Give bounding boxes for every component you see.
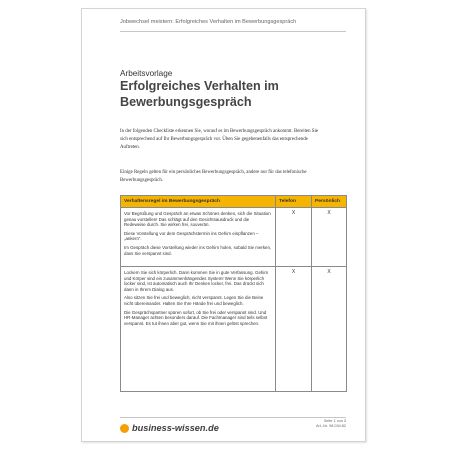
telefon-mark: X [276,267,312,392]
article-number: Art.-Nr. 98.034.82 [316,424,346,429]
persoenlich-mark: X [312,208,347,267]
rule-paragraph: Die Gesprächspartner spüren sofort, ob Sie frei oder verspannt sind. Und HR-Manager achten besonders darauf. Die Fachmanager sind teils selbst verspannt. Es tut ihnen aber gut, wenn Sie mit ihnen gelöst sprechen. [124,309,268,326]
document-title: Erfolgreiches Verhalten im Bewerbungsgespräch [120,79,279,109]
intro-paragraph-2: Einige Regeln gelten für ein persönliches Bewerbungsgespräch, andere nur für das telefonische Bewerbungsgespräch. [120,170,307,184]
checklist-table [120,195,347,392]
table-header-row [121,196,347,208]
table-row [121,267,347,392]
running-head: Jobwechsel meistern: Erfolgreiches Verhalten im Bewerbungsgespräch [120,19,297,25]
column-header-rule: Verhaltensregel im Bewerbungsgespräch [121,196,276,208]
document-page [81,8,366,442]
column-header-persoenlich: Persönlich [312,196,347,208]
rule-paragraph: Also sitzen Sie frei und beweglich, nicht verspannt. Legen Sie die Beine nicht übereinander. Halten Sie Ihre Hände frei und beweglich. [124,295,264,306]
column-header-telefon: Telefon [276,196,312,208]
footer-divider [120,417,346,418]
header-divider [120,31,346,32]
rule-cell [121,267,276,392]
rule-paragraph: Lockern Sie sich körperlich. Dann kommen Sie in gute Verfassung. Gehirn und Körper sind ein zusammenhängendes System! Wenn Sie körperlich locker sind, ist automatisch auch Ihr Denken locker, frei. Das drückt sich dann in Ihrem Dialog aus. [124,270,269,292]
rule-paragraph: Vor Begrüßung und Gespräch an etwas Schönes denken, sich die Situation genau vorstellen! Das schlägt auf den Gesichtsausdruck und die Redeweise durch. Sie wirken frei, souverän. [124,211,271,228]
document-kicker: Arbeitsvorlage [120,69,173,78]
rule-cell [121,208,276,267]
rule-paragraph: Im Gespräch diese Vorstellung wieder ins Gehirn holen, sobald Sie merken, dass Sie verspannt sind. [124,244,272,256]
persoenlich-mark: X [312,267,347,392]
intro-paragraph: In der folgenden Checkliste erkennen Sie, worauf es im Bewerbungsgespräch ankommt. Bereiten Sie sich entsprechend auf Ihr Bewerbungsgespräch vor. Üben Sie gegebenenfalls das entsprechende Auftreten. [120,129,319,151]
rule-paragraph: Diese Vorstellung vor dem Gesprächstermin ins Gehirn einpflanzen – „ankern“. [124,230,259,242]
logo-text: business-wissen.de [132,423,219,433]
telefon-mark: X [276,208,312,267]
table-row [121,208,347,267]
logo-dot-icon [120,424,129,433]
business-wissen-logo [120,423,219,433]
footer-meta [316,419,346,430]
page-number: Seite 1 von 3 [323,419,346,423]
